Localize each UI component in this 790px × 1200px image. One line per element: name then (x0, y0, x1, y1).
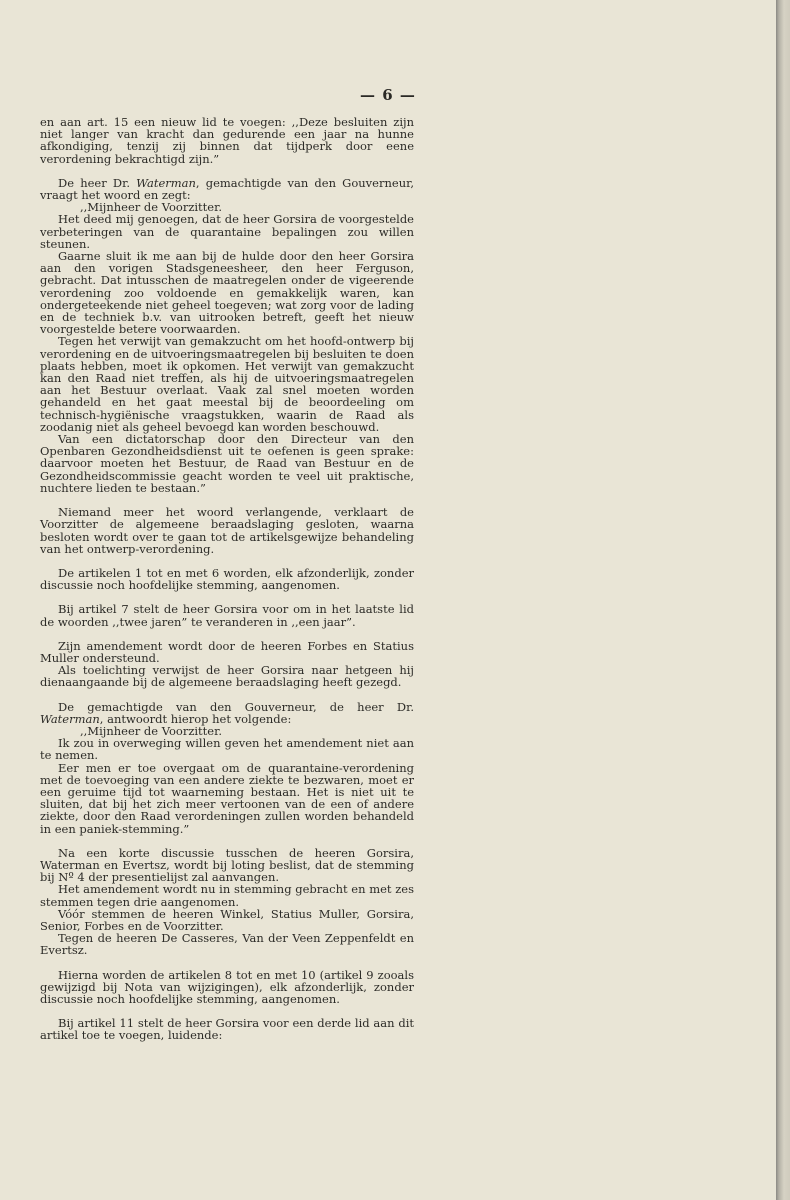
speaker-name: Waterman (136, 175, 196, 190)
paragraph-convenience: Tegen het verwijt van gemakzucht om het hoofd-ontwerp bij verordening en de uitvoeringsmaatregelen bij besluiten te doen plaats hebben, moet ik opkomen. Het verwijt van gemakzucht kan den Raad niet treffen, als hij de uitvoeringsmaatregelen aan het Bestuur overlaat. Vaak zal snel moeten worden gehandeld en het gaat meestal bij de beoordeeling om technisch-hygiënische vraagstukken, waarin de Raad als zoodanig niet als geheel bevoegd kan worden beschouwd. (40, 334, 414, 434)
paragraph-waterman-reply: De gemachtigde van den Gouverneur, de heer Dr. Waterman, antwoordt hierop het volgende: (40, 699, 414, 726)
paragraph-panic: Eer men er toe overgaat om de quarantaine-verordening met de toevoeging van een andere ziekte te bezwaren, moet er een geruime tijd tot waarneming bestaan. Het is niet uit te sluiten, dat bij het zich meer vertoonen van de een of andere ziekte, door den Raad verordeningen zullen worden behandeld in een paniek-stemming.” (40, 760, 414, 836)
paragraph-amendment-support: Zijn amendement wordt door de heeren Forbes en Statius Muller ondersteund. (40, 638, 414, 665)
paragraph-debate-closed: Niemand meer het woord verlangende, verklaart de Voorzitter de algemeene beraadslaging gesloten, waarna besloten wordt over te gaan tot de artikelsgewijze behandeling van het ontwerp-verordening. (40, 505, 414, 556)
salutation: ,,Mijnheer de Voorzitter. (80, 200, 222, 215)
page-binding-edge (776, 0, 790, 1200)
paragraph-vote-result: Het amendement wordt nu in stemming gebracht en met zes stemmen tegen drie aangenomen. (40, 882, 414, 909)
speaker-name-2: Waterman (40, 711, 100, 726)
document-body (40, 116, 414, 1042)
paragraph-votes-against: Tegen de heeren De Casseres, Van der Veen Zeppenfeldt en Evertsz. (40, 931, 414, 958)
page-number: — 6 — (360, 86, 416, 104)
paragraph-advice: Ik zou in overweging willen geven het amendement niet aan te nemen. (40, 736, 414, 763)
paragraph-dictatorship: Van een dictatorschap door den Directeur van den Openbaren Gezondheidsdienst uit te oefenen is geen sprake: daarvoor moeten het Bestuur, de Raad van Bestuur en de Gezondheidscommissie geacht worden te veel uit praktische, nuchtere lieden te bestaan.” (40, 432, 414, 495)
paragraph-votes-for: Vóór stemmen de heeren Winkel, Statius Muller, Gorsira, Senior, Forbes en de Voorzitter. (40, 906, 414, 933)
paragraph-explanation: Als toelichting verwijst de heer Gorsira naar hetgeen hij dienaangaande bij de algemeene beraadslaging heeft gezegd. (40, 663, 414, 690)
paragraph-article-15: en aan art. 15 een nieuw lid te voegen: ,,Deze besluiten zijn niet langer van kracht dan gedurende een jaar na hunne afkondiging, tenzij zij binnen dat tijdperk door eene verordening bekrachtigd zijn.” (40, 115, 414, 166)
paragraph-quarantine-support: Het deed mij genoegen, dat de heer Gorsira de voorgestelde verbeteringen van de quarantaine bepalingen zou willen steunen. (40, 212, 414, 251)
paragraph-article-11: Bij artikel 11 stelt de heer Gorsira voor een derde lid aan dit artikel toe te voegen, luidende: (40, 1016, 414, 1043)
paragraph-tribute: Gaarne sluit ik me aan bij de hulde door den heer Gorsira aan den vorigen Stadsgeneesheer, den heer Ferguson, gebracht. Dat intusschen de maatregelen onder de vigeerende verordening zoo voldoende en gemakkelijk waren, kan ondergeteekende niet geheel toegeven; wat zorg voor de lading en de techniek b.v. van uitrooken betreft, geeft het nieuw voorgestelde betere voorwaarden. (40, 249, 414, 337)
paragraph-article-7: Bij artikel 7 stelt de heer Gorsira voor om in het laatste lid de woorden ,,twee jaren” te veranderen in ,,een jaar”. (40, 602, 414, 629)
paragraph-waterman-intro: De heer Dr. Waterman, gemachtigde van den Gouverneur, vraagt het woord en zegt: (40, 175, 414, 203)
paragraph-lottery: Na een korte discussie tusschen de heeren Gorsira, Waterman en Evertsz, wordt bij loting beslist, dat de stemming bij Nº 4 der presentielijst zal aanvangen. (40, 845, 414, 885)
paragraph-articles-1-6: De artikelen 1 tot en met 6 worden, elk afzonderlijk, zonder discussie noch hoofdelijke stemming, aangenomen. (40, 565, 414, 593)
salutation-2: ,,Mijnheer de Voorzitter. (80, 723, 222, 738)
paragraph-articles-8-10: Hierna worden de artikelen 8 tot en met 10 (artikel 9 zooals gewijzigd bij Nota van wijzigingen), elk afzonderlijk, zonder discussie noch hoofdelijke stemming, aangenomen. (40, 967, 414, 1006)
